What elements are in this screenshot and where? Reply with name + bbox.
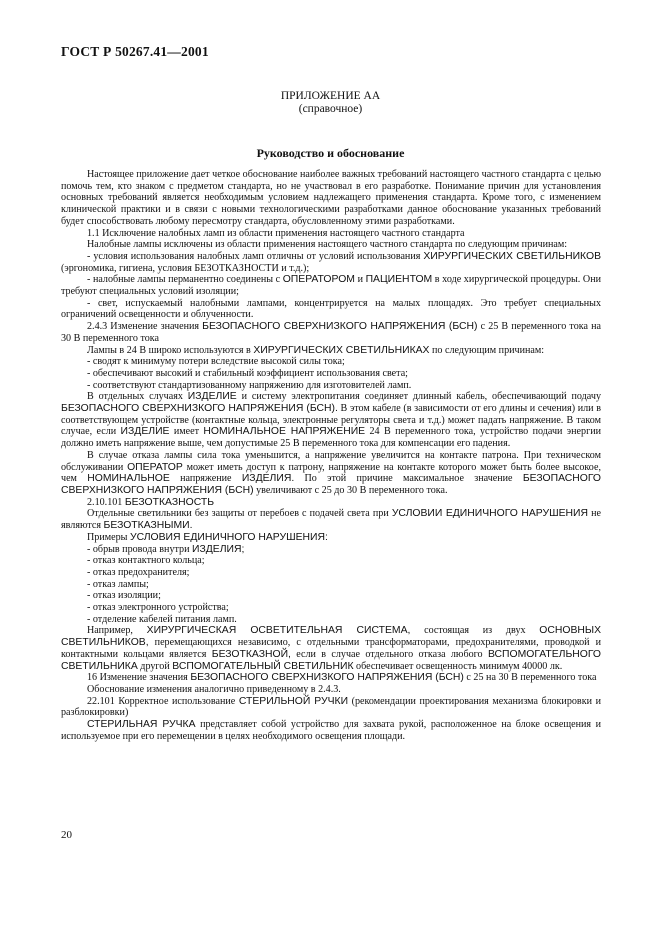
body-text xyxy=(61,169,601,742)
list-item: - соответствуют стандартизованному напряжению для изготовителей ламп. xyxy=(87,379,412,391)
clause-2-4-3-title: 2.4.3 Изменение значения БЕЗОПАСНОГО СВЕРХНИЗКОГО НАПРЯЖЕНИЯ (БСН) с 25 В переменного тока на 30 В переменного тока xyxy=(61,321,601,344)
list-item: - свет, испускаемый налобными лампами, концентрируется на малых площадях. Это требует специальных ограничений освещенности и облученности. xyxy=(61,297,601,321)
appendix-title-block xyxy=(0,90,661,116)
list-item: - обеспечивают высокий и стабильный коэффициент использования света; xyxy=(87,367,408,379)
paragraph-intro: Настоящее приложение дает четкое обоснование наиболее важных требований настоящего частного стандарта с целью помочь тем, кто знаком с предметом стандарта, но не участвовал в его разработке. Понимание причин для установления основных требований является необходимым условием надлежащего применения стандарта. Кроме того, с изменением клинической практики и в связи с новыми технологическими разработками данное обоснование указанных требований будет способствовать любому пересмотру стандарта, обусловленному этими разработками. xyxy=(61,169,601,227)
page-number: 20 xyxy=(61,829,72,841)
list-item: - отказ изоляции; xyxy=(87,590,161,602)
paragraph: Отдельные светильники без защиты от перебоев с подачей света при УСЛОВИИ ЕДИНИЧНОГО НАРУШЕНИЯ не являются БЕЗОТКАЗНЫМИ. xyxy=(61,508,602,532)
appendix-title: ПРИЛОЖЕНИЕ АА xyxy=(280,90,381,102)
clause-2-10-101-title: 2.10.101 БЕЗОТКАЗНОСТЬ xyxy=(87,496,215,508)
list-item: - сводят к минимуму потери вследствие высокой силы тока; xyxy=(87,356,345,368)
paragraph: В случае отказа лампы сила тока уменьшится, а напряжение увеличится на контакте патрона. При техническом обслуживании ОПЕРАТОР может иметь доступ к патрону, напряжение на контакте которого может быть более высокое, чем НОМИНАЛЬНОЕ напряжение ИЗДЕЛИЯ. По этой причине максимальное значение БЕЗОПАСНОГО СВЕРХНИЗКОГО НАПРЯЖЕНИЯ (БСН) увеличивают с 25 до 30 В переменного тока. xyxy=(61,449,601,496)
paragraph: В отдельных случаях ИЗДЕЛИЕ и систему электропитания соединяет длинный кабель, обеспечивающий подачу БЕЗОПАСНОГО СВЕРХНИЗКОГО НАПРЯЖЕНИЯ (БСН). В этом кабеле (в зависимости от его длины и сечения) или в соответствующем устройстве (контактные кольца, электронные регуляторы света и т.д.) может падать напряжение. В таком случае, если ИЗДЕЛИЕ имеет НОМИНАЛЬНОЕ НАПРЯЖЕНИЕ 24 В переменного тока, устройство подачи энергии должно иметь напряжение выше, чем допустимые 25 В переменного тока для компенсации его падения. xyxy=(61,391,602,450)
clause-22-101-title: 22.101 Корректное использование СТЕРИЛЬНОЙ РУЧКИ (рекомендации проектирования механизма блокировки и разблокировки) xyxy=(61,695,601,719)
list-item: - налобные лампы перманентно соединены с ОПЕРАТОРОМ и ПАЦИЕНТОМ в ходе хирургической процедуры. Они требуют специальных условий изоляции; xyxy=(61,274,601,298)
list-item: - отделение кабелей питания ламп. xyxy=(87,613,237,625)
section-heading: Руководство и обоснование xyxy=(256,146,405,160)
paragraph: Например, ХИРУРГИЧЕСКАЯ ОСВЕТИТЕЛЬНАЯ СИСТЕМА, состоящая из двух ОСНОВНЫХ СВЕТИЛЬНИКОВ, перемещающихся независимо, с отдельными трансформаторами, предохранителями, проводкой и контактными кольцами является БЕЗОТКАЗНОЙ, если в случае отдельного отказа любого ВСПОМОГАТЕЛЬНОГО СВЕТИЛЬНИКА другой ВСПОМОГАТЕЛЬНЫЙ СВЕТИЛЬНИК обеспечивает освещенность минимум 40000 лк. xyxy=(61,625,602,672)
list-item: - обрыв провода внутри ИЗДЕЛИЯ; xyxy=(87,543,245,555)
clause-1-1-title: 1.1 Исключение налобных ламп из области применения настоящего частного стандарта xyxy=(87,227,465,239)
paragraph: Примеры УСЛОВИЯ ЕДИНИЧНОГО НАРУШЕНИЯ: xyxy=(87,531,328,543)
paragraph: Налобные лампы исключены из области применения настоящего частного стандарта по следующим причинам: xyxy=(87,239,568,251)
paragraph: Обоснование изменения аналогично приведенному в 2.4.3. xyxy=(87,683,341,695)
list-item: - отказ электронного устройства; xyxy=(87,602,229,614)
standard-code: ГОСТ Р 50267.41—2001 xyxy=(61,44,209,59)
clause-16-title: 16 Изменение значения БЕЗОПАСНОГО СВЕРХНИЗКОГО НАПРЯЖЕНИЯ (БСН) с 25 на 30 В переменного тока xyxy=(87,672,597,684)
list-item: - отказ лампы; xyxy=(87,578,149,590)
paragraph: Лампы в 24 В широко используются в ХИРУРГИЧЕСКИХ СВЕТИЛЬНИКАХ по следующим причинам: xyxy=(87,344,545,356)
list-item: - условия использования налобных ламп отличны от условий использования ХИРУРГИЧЕСКИХ СВЕТИЛЬНИКОВ (эргономика, гигиена, условия БЕЗОТКАЗНОСТИ и т.д.); xyxy=(61,250,601,274)
list-item: - отказ контактного кольца; xyxy=(87,555,205,567)
list-item: - отказ предохранителя; xyxy=(87,566,190,578)
paragraph: СТЕРИЛЬНАЯ РУЧКА представляет собой устройство для захвата рукой, расположенное на блоке освещения и используемое при его перемещении в целях необходимого освещения площади. xyxy=(61,719,602,742)
appendix-subtitle: (справочное) xyxy=(298,103,363,115)
